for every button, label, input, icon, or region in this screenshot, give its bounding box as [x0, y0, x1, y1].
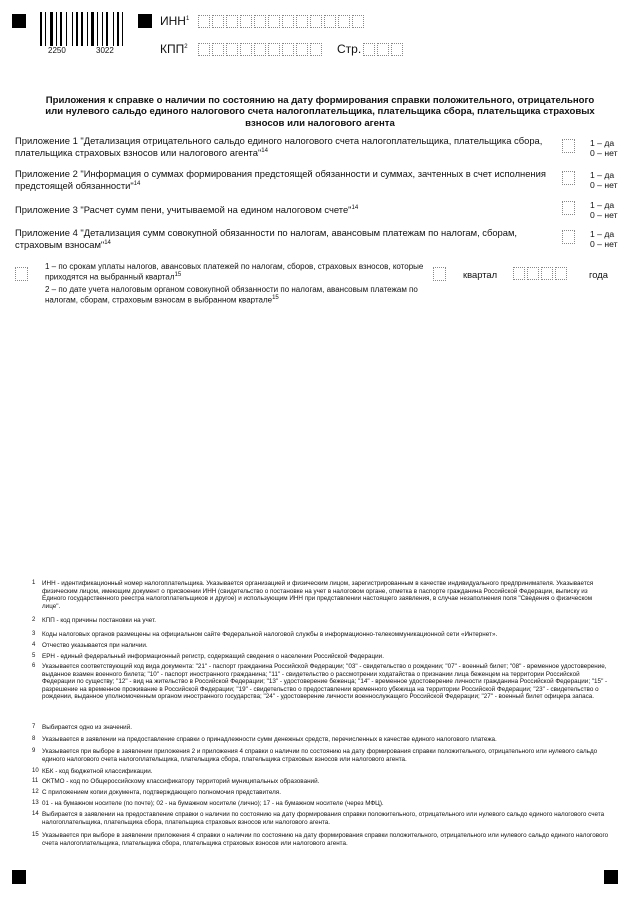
barcode-bar: [117, 12, 119, 46]
corner-marker-top-left: [12, 14, 26, 28]
barcode: [40, 12, 126, 46]
barcode-number-left: 2250: [48, 46, 66, 55]
page-number-field[interactable]: [363, 43, 403, 56]
yes-option: 1 – да: [590, 138, 615, 148]
footnote-text: ИНН - идентификационный номер налогоплательщика. Указывается организацией и физическим лицом, зарегистрированным в качестве индивидуального предпринимателя. Указывается физическим лицом, имеющим документ о присвоении ИНН (свидетельство о постановке на учет в налоговом органе, отметка в паспорте гражданина Российской Федерации, выписку из Единого государственного реестра налогоплательщиков и другое) и использующим ИНН при представлении настоящего заявления, в случае незаполнения поля "Сведения о физическом лице".: [42, 580, 594, 610]
period-option-1-text: 1 – по срокам уплаты налогов, авансовых платежей по налогам, сборов, страховых взносов, которые приходятся на выбранный квартал: [45, 262, 424, 283]
barcode-bar: [113, 12, 114, 46]
application-1-checkbox[interactable]: [562, 139, 575, 153]
no-option: 0 – нет: [590, 210, 618, 220]
quarter-label: квартал: [463, 269, 498, 280]
footnote-number: 8: [32, 736, 36, 742]
barcode-bar: [60, 12, 62, 46]
application-4-checkbox[interactable]: [562, 230, 575, 244]
inn-label-text: ИНН: [160, 14, 186, 28]
barcode-bar: [76, 12, 78, 46]
application-3-sup: 14: [351, 205, 359, 211]
application-3-options: [590, 200, 618, 220]
year-field[interactable]: [513, 267, 567, 280]
inn-field[interactable]: [198, 15, 364, 28]
corner-marker-top-mid: [138, 14, 152, 28]
footnote-number: 13: [32, 800, 39, 806]
period-option-2: [45, 285, 425, 305]
footnote-number: 1: [32, 580, 36, 586]
barcode-bar: [81, 12, 83, 46]
kpp-label: [160, 42, 188, 56]
no-option: 0 – нет: [590, 239, 618, 249]
corner-marker-bottom-right: [604, 870, 618, 884]
application-4-text: Приложение 4 "Детализация сумм совокупной обязанности по налогам, авансовым платежам по налогам, сборам, страховым взносам": [15, 227, 518, 251]
footnote-number: 12: [32, 789, 39, 795]
application-2-label: [15, 168, 560, 192]
period-type-checkbox[interactable]: [15, 267, 28, 281]
footnote-number: 2: [32, 617, 36, 623]
footnote-text: Выбирается в заявлении на предоставление справки о наличии по состоянию на дату формирования справки положительного, отрицательного или нулевого сальдо единого налогового счета налогоплательщика, плательщика сбора, плательщика страховых взносов или налогового агента.: [42, 811, 605, 826]
footnote-text: КПП - код причины постановки на учет.: [42, 617, 157, 624]
yes-option: 1 – да: [590, 170, 615, 180]
footnote-text: КБК - код бюджетной классификации.: [42, 768, 153, 775]
footnote-text: Отчество указывается при наличии.: [42, 642, 148, 649]
footnote-text: Указывается при выборе в заявлении приложения 4 справки о наличии по состоянию на дату формирования справки положительного, отрицательного или нулевого сальдо единого налогового счета налогоплательщика, плательщика сбора, плательщика страховых взносов или налогового агента.: [42, 832, 609, 847]
barcode-bar: [66, 12, 67, 46]
footnote-number: 9: [32, 748, 36, 754]
application-2-sup: 14: [133, 181, 141, 188]
footnote-number: 14: [32, 811, 39, 817]
barcode-bar: [122, 12, 123, 46]
period-option-1-sup: 15: [174, 272, 182, 279]
barcode-bar: [40, 12, 42, 46]
barcode-bar: [45, 12, 46, 46]
barcode-bar: [102, 12, 103, 46]
application-3-checkbox[interactable]: [562, 201, 575, 215]
page-label: Стр.: [337, 42, 362, 56]
footnote-number: 6: [32, 663, 36, 669]
application-1-label: [15, 135, 560, 159]
footnote-text: Указывается при выборе в заявлении приложения 2 и приложения 4 справки о наличии по состоянию на дату формирования справки положительного, отрицательного или нулевого сальдо единого налогового счета налогоплательщика, плательщика сбора, плательщика страховых взносов или налогового агента.: [42, 748, 598, 763]
application-3-label: [15, 203, 560, 215]
period-option-2-text: 2 – по дате учета налоговым органом совокупной обязанности по налогам, авансовым платежам по налогам, сборам, страховым взносам в выбранном квартале: [45, 285, 418, 306]
footnote-text: Выбирается одно из значений.: [42, 724, 132, 731]
application-2-options: [590, 170, 618, 190]
no-option: 0 – нет: [590, 148, 618, 158]
footnote-text: Коды налоговых органов размещены на официальном сайте Федеральной налоговой службы в информационно-телекоммуникационной сети «Интернет».: [42, 631, 498, 638]
footnote-number: 7: [32, 724, 36, 730]
application-1-sup: 14: [261, 148, 268, 155]
kpp-field[interactable]: [198, 43, 322, 56]
footnote-number: 15: [32, 832, 39, 838]
barcode-bar: [56, 12, 57, 46]
period-option-2-sup: 15: [272, 295, 279, 302]
barcode-bar: [72, 12, 73, 46]
footnote-number: 5: [32, 653, 36, 659]
kpp-sup: 2: [184, 44, 188, 50]
barcode-bar: [91, 12, 94, 46]
footnote-number: 4: [32, 642, 36, 648]
footnote-number: 11: [32, 778, 39, 784]
application-4-options: [590, 229, 618, 249]
footnote-text: ОКТМО - код по Общероссийскому классификатору территорий муниципальных образований.: [42, 778, 320, 785]
application-2-text: Приложение 2 "Информация о суммах формирования предстоящей обязанности и суммах, зачтенных в счет исполнения предстоящей обязанности": [15, 168, 546, 192]
no-option: 0 – нет: [590, 180, 618, 190]
corner-marker-bottom-left: [12, 870, 26, 884]
quarter-field[interactable]: [433, 267, 446, 281]
application-4-label: [15, 227, 560, 251]
inn-sup: 1: [185, 16, 190, 22]
footnote-number: 3: [32, 631, 36, 637]
barcode-bar: [87, 12, 88, 46]
barcode-bars: [40, 12, 126, 46]
footnote-text: С приложением копии документа, подтверждающего полномочия представителя.: [42, 789, 281, 796]
application-4-sup: 14: [104, 240, 111, 247]
application-1-text: Приложение 1 "Детализация отрицательного сальдо единого налогового счета налогоплательщика, плательщика сбора, плательщика страховых взносов или налогового агента": [15, 135, 543, 159]
year-label: года: [589, 269, 608, 280]
yes-option: 1 – да: [590, 200, 615, 210]
barcode-bar: [106, 12, 108, 46]
barcode-bar: [50, 12, 53, 46]
application-3-text: Приложение 3 "Расчет сумм пени, учитываемой на едином налоговом счете": [15, 204, 352, 216]
footnote-text: 01 - на бумажном носителе (по почте); 02 - на бумажном носителе (лично); 17 - на бумажном носителе (через МФЦ).: [42, 800, 384, 807]
footnote-number: 10: [32, 768, 39, 774]
footnote-text: Указывается в заявлении на предоставление справки о принадлежности сумм денежных средств, перечисленных в качестве единого налогового платежа.: [42, 736, 497, 743]
yes-option: 1 – да: [590, 229, 615, 239]
barcode-number-right: 3022: [96, 46, 114, 55]
inn-label: [160, 14, 189, 28]
application-1-options: [590, 138, 618, 158]
section-title: Приложения к справке о наличии по состоянию на дату формирования справки положительного, отрицательного или нулевого сальдо единого налогового счета налогоплательщика, плательщика сбора, плательщика страховых взносов или налогового агента: [45, 95, 595, 129]
footnote-text: Указывается соответствующий код вида документа: "21" - паспорт гражданина Российской Федерации; "03" - свидетельство о рождении; "07" - военный билет; "08" - временное удостоверение, выданное взамен военного билета; "10" - паспорт иностранного гражданина; "11" - свидетельство о рассмотрении ходатайства о признании лица беженцем на территории Российской Федерации по существу; "12" - вид на жительство в Российской Федерации; "13" - удостоверение беженца; "14" - временное удостоверение личности гражданина Российской Федерации; "15" - разрешение на временное проживание в Российской Федерации; "19" - свидетельство о предоставлении временного убежища на территории Российской Федерации; "23" - свидетельство о рождении, выданное уполномоченным органом иностранного государства; "24" - удостоверение личности военнослужащего Российской Федерации; "27" - военный билет офицера запаса.: [42, 663, 608, 701]
kpp-label-text: КПП: [160, 42, 185, 56]
footnote-text: ЕРН - единый федеральный информационный регистр, содержащий сведения о населении Российской Федерации.: [42, 653, 384, 660]
period-option-1: [45, 262, 425, 282]
barcode-bar: [97, 12, 98, 46]
application-2-checkbox[interactable]: [562, 171, 575, 185]
